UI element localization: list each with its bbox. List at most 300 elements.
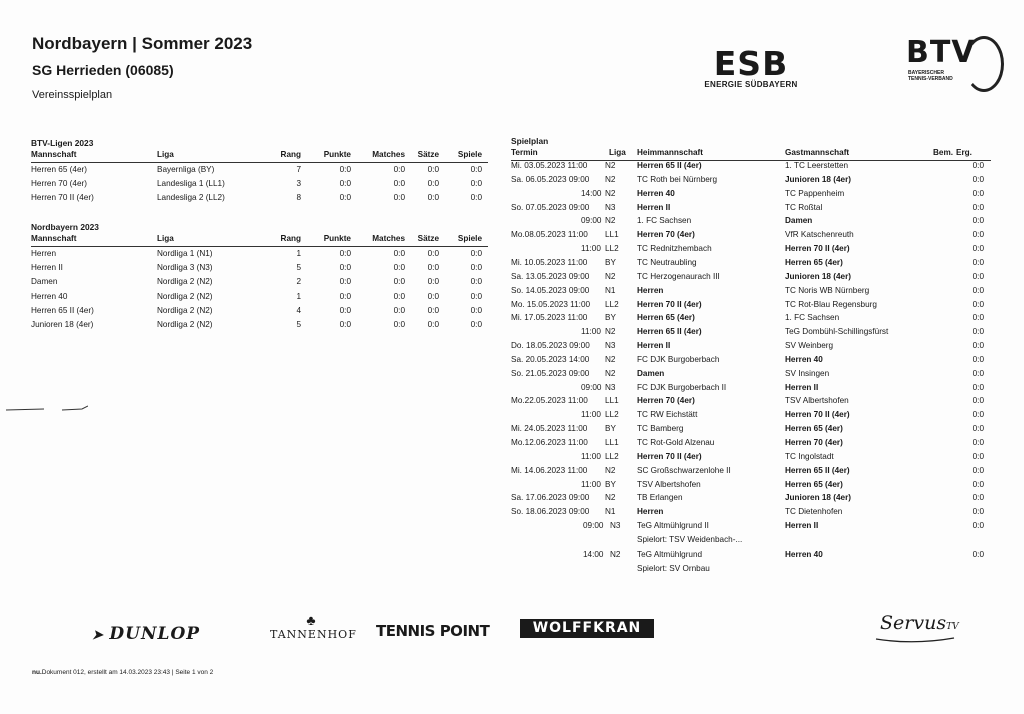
cell-guest: TeG Dombühl-Schillingsfürst xyxy=(785,327,889,337)
cell-guest: TC Pappenheim xyxy=(785,188,845,198)
cell-points: 0:0 xyxy=(339,165,351,174)
cell-result: 0:0 xyxy=(972,271,984,281)
cell-league: Bayernliga (BY) xyxy=(157,165,215,174)
pen-mark-icon xyxy=(4,404,88,416)
cell-result: 0:0 xyxy=(972,188,984,198)
cell-league: BY xyxy=(605,257,616,267)
schedule-row xyxy=(511,272,991,284)
cell-result: 0:0 xyxy=(972,285,984,295)
cell-rank: 7 xyxy=(296,165,301,174)
cell-guest: Herren 65 (4er) xyxy=(785,479,843,489)
schedule-row xyxy=(511,189,991,201)
cell-league: BY xyxy=(605,424,616,434)
cell-guest: VfR Katschenreuth xyxy=(785,230,854,240)
cell-date: 14:00 xyxy=(583,550,604,560)
cell-date: So. 14.05.2023 09:00 xyxy=(511,285,590,295)
cell-result: 0:0 xyxy=(972,216,984,226)
btv-logo-subtext-2: TENNIS-VERBAND xyxy=(908,76,953,82)
schedule-row xyxy=(511,452,991,464)
cell-matches: 0:0 xyxy=(393,249,405,258)
cell-league: LL2 xyxy=(605,244,619,254)
schedule-row xyxy=(511,258,991,270)
cell-guest: TC Dietenhofen xyxy=(785,507,843,517)
cell-matches: 0:0 xyxy=(393,320,405,329)
cell-sets: 0:0 xyxy=(427,305,439,315)
column-header-games: Spiele xyxy=(457,150,482,159)
cell-sets: 0:0 xyxy=(427,320,439,329)
cell-result: 0:0 xyxy=(972,313,984,323)
cell-date: 11:00 xyxy=(581,410,601,420)
dunlop-logo-text: DUNLOP xyxy=(109,624,201,644)
cell-result: 0:0 xyxy=(972,244,984,254)
tannenhof-logo-text: TANNENHOF xyxy=(270,628,357,641)
cell-home: Herren xyxy=(637,507,664,517)
column-header-league: Liga xyxy=(609,148,626,157)
cell-guest: Herren 65 II (4er) xyxy=(785,465,850,475)
column-header-points: Punkte xyxy=(323,150,351,159)
cell-result: 0:0 xyxy=(972,479,984,489)
cell-league: BY xyxy=(605,479,616,489)
column-header-guest: Gastmannschaft xyxy=(785,148,850,157)
cell-team: Herren 40 xyxy=(31,291,68,301)
league-tables xyxy=(31,138,491,338)
page-title: Nordbayern | Sommer 2023 xyxy=(32,34,253,53)
cell-games: 0:0 xyxy=(470,249,482,258)
cell-guest: Herren 70 II (4er) xyxy=(785,244,850,254)
cell-league: N2 xyxy=(605,174,616,184)
cell-home: TC Neutraubling xyxy=(637,257,697,267)
cell-guest: Herren 70 (4er) xyxy=(785,438,843,447)
cell-sets: 0:0 xyxy=(427,277,439,287)
cell-home: 1. FC Sachsen xyxy=(637,216,692,226)
cell-league: LL2 xyxy=(605,451,619,461)
cell-result: 0:0 xyxy=(972,410,984,420)
cell-result: 0:0 xyxy=(972,438,984,447)
cell-league: LL2 xyxy=(605,410,619,420)
cell-date: Mo.12.06.2023 11:00 xyxy=(511,438,588,447)
cell-league: Nordliga 1 (N1) xyxy=(157,249,213,258)
cell-rank: 4 xyxy=(296,305,301,315)
column-header-team: Mannschaft xyxy=(31,150,77,159)
btv-logo-subtext-1: BAYERISCHER xyxy=(908,70,944,76)
cell-rank: 5 xyxy=(296,320,301,329)
table-header-nordbayern xyxy=(31,234,488,247)
cell-games: 0:0 xyxy=(470,263,482,273)
cell-games: 0:0 xyxy=(470,179,482,189)
cell-date: 09:00 xyxy=(583,521,604,531)
schedule-row xyxy=(511,327,991,339)
cell-home: TC Rot-Gold Alzenau xyxy=(637,438,715,447)
cell-home: TC Bamberg xyxy=(637,424,684,434)
cell-league: LL1 xyxy=(605,230,619,240)
cell-team: Herren 65 (4er) xyxy=(31,165,87,174)
table-row xyxy=(31,277,488,289)
schedule-title: Spielplan xyxy=(511,136,549,146)
cell-team: Damen xyxy=(31,277,58,287)
column-header-team: Mannschaft xyxy=(31,234,77,243)
schedule-row xyxy=(511,396,991,408)
schedule-row xyxy=(511,493,991,505)
cell-result: 0:0 xyxy=(972,550,984,560)
cell-date: 11:00 xyxy=(581,244,601,254)
schedule-row xyxy=(511,313,991,325)
cell-date: Mo.22.05.2023 11:00 xyxy=(511,396,588,406)
footer-prefix: nu. xyxy=(32,669,42,676)
tannenhof-logo xyxy=(270,612,357,641)
cell-games: 0:0 xyxy=(470,277,482,287)
wolffkran-logo: WOLFFKRAN xyxy=(520,619,654,638)
schedule-row xyxy=(511,369,991,381)
cell-home: Herren 70 II (4er) xyxy=(637,451,702,461)
table-row xyxy=(31,263,488,275)
servustv-logo xyxy=(880,612,959,634)
table-row xyxy=(31,249,488,261)
cell-sets: 0:0 xyxy=(427,193,439,203)
cell-league: LL2 xyxy=(605,299,619,309)
cell-matches: 0:0 xyxy=(393,263,405,273)
schedule-row xyxy=(511,383,991,395)
cell-guest: Junioren 18 (4er) xyxy=(785,271,851,281)
schedule-row xyxy=(511,521,991,533)
cell-venue-note: Spielort: SV Ornbau xyxy=(637,564,710,574)
cell-matches: 0:0 xyxy=(393,277,405,287)
cell-league: N2 xyxy=(605,271,616,281)
column-header-rank: Rang xyxy=(280,150,301,159)
column-header-league: Liga xyxy=(157,234,174,243)
cell-games: 0:0 xyxy=(470,320,482,329)
cell-home: Herren 65 II (4er) xyxy=(637,327,702,337)
cell-date: Mi. 24.05.2023 11:00 xyxy=(511,424,588,434)
cell-home: Herren 70 II (4er) xyxy=(637,299,702,309)
cell-matches: 0:0 xyxy=(393,291,405,301)
cell-result: 0:0 xyxy=(972,161,984,170)
cell-home: TSV Albertshofen xyxy=(637,479,701,489)
cell-league: N3 xyxy=(610,521,621,531)
cell-team: Herren 70 (4er) xyxy=(31,179,87,189)
cell-home: TC RW Eichstätt xyxy=(637,410,698,420)
column-header-rank: Rang xyxy=(280,234,301,243)
schedule-row xyxy=(511,216,991,228)
cell-league: N3 xyxy=(605,382,616,392)
cell-guest: Herren II xyxy=(785,382,819,392)
column-header-result: Erg. xyxy=(956,148,972,157)
cell-sets: 0:0 xyxy=(427,165,439,174)
cell-league: Landesliga 1 (LL1) xyxy=(157,179,225,189)
cell-league: N2 xyxy=(605,327,616,337)
cell-guest: TC Ingolstadt xyxy=(785,451,834,461)
cell-guest: TC Rot-Blau Regensburg xyxy=(785,299,877,309)
cell-rank: 5 xyxy=(296,263,301,273)
schedule-row xyxy=(511,286,991,298)
schedule-row xyxy=(511,410,991,422)
cell-league: N2 xyxy=(605,465,616,475)
column-header-league: Liga xyxy=(157,150,174,159)
cell-guest: Herren II xyxy=(785,521,819,531)
cell-date: 14:00 xyxy=(581,188,602,198)
tennispoint-logo: TENNIS POINT xyxy=(376,622,490,640)
cell-date: So. 21.05.2023 09:00 xyxy=(511,368,590,378)
schedule-row xyxy=(511,480,991,492)
cell-home: Herren 65 II (4er) xyxy=(637,161,702,170)
schedule-row xyxy=(511,424,991,436)
cell-date: So. 07.05.2023 09:00 xyxy=(511,202,590,212)
servus-swoosh-icon xyxy=(874,635,956,645)
cell-date: 09:00 xyxy=(581,382,602,392)
cell-league: Nordliga 2 (N2) xyxy=(157,320,213,329)
table-title-nordbayern: Nordbayern 2023 xyxy=(31,222,99,232)
cell-home: Herren 40 xyxy=(637,188,675,198)
schedule-row xyxy=(511,175,991,187)
cell-result: 0:0 xyxy=(972,465,984,475)
cell-date: Sa. 06.05.2023 09:00 xyxy=(511,174,590,184)
cell-home: TC Roth bei Nürnberg xyxy=(637,174,718,184)
cell-league: N2 xyxy=(610,550,621,560)
cell-league: N3 xyxy=(605,202,616,212)
schedule-row-note xyxy=(511,535,991,547)
cell-date: 09:00 xyxy=(581,216,602,226)
cell-league: N2 xyxy=(605,188,616,198)
cell-date: Sa. 20.05.2023 14:00 xyxy=(511,354,590,364)
table-row xyxy=(31,292,488,304)
cell-rank: 1 xyxy=(296,291,301,301)
cell-team: Herren xyxy=(31,249,57,258)
table-row xyxy=(31,193,488,205)
cell-home: TeG Altmühlgrund xyxy=(637,550,703,560)
cell-league: Nordliga 2 (N2) xyxy=(157,291,213,301)
cell-home: TC Rednitzhembach xyxy=(637,244,712,254)
cell-guest: Junioren 18 (4er) xyxy=(785,493,851,503)
cell-home: TC Herzogenaurach III xyxy=(637,271,720,281)
dunlop-arrow-icon: ➤ xyxy=(92,628,110,643)
cell-home: Herren 70 (4er) xyxy=(637,230,695,240)
cell-result: 0:0 xyxy=(972,354,984,364)
column-header-sets: Sätze xyxy=(417,150,439,159)
schedule-row xyxy=(511,203,991,215)
footer-text: Dokument 012, erstellt am 14.03.2023 23:43 | Seite 1 von 2 xyxy=(41,669,214,676)
cell-guest: 1. TC Leerstetten xyxy=(785,161,849,170)
cell-guest: Herren 40 xyxy=(785,550,823,560)
schedule-row xyxy=(511,466,991,478)
cell-result: 0:0 xyxy=(972,341,984,351)
cell-home: Herren II xyxy=(637,202,671,212)
cell-date: 11:00 xyxy=(581,479,601,489)
cell-rank: 2 xyxy=(296,277,301,287)
cell-league: LL1 xyxy=(605,396,619,406)
column-header-matches: Matches xyxy=(372,150,405,159)
cell-date: 11:00 xyxy=(581,451,601,461)
table-row xyxy=(31,165,488,177)
schedule-row xyxy=(511,355,991,367)
cell-league: Nordliga 2 (N2) xyxy=(157,277,213,287)
column-header-home: Heimmannschaft xyxy=(637,148,703,157)
dunlop-logo xyxy=(92,624,200,644)
cell-guest: Junioren 18 (4er) xyxy=(785,174,851,184)
column-header-sets: Sätze xyxy=(417,234,439,243)
schedule-table xyxy=(511,136,991,586)
cell-points: 0:0 xyxy=(339,263,351,273)
cell-home: TB Erlangen xyxy=(637,493,683,503)
table-row xyxy=(31,320,488,332)
cell-games: 0:0 xyxy=(470,291,482,301)
cell-result: 0:0 xyxy=(972,174,984,184)
club-name: SG Herrieden (06085) xyxy=(32,62,174,78)
cell-league: LL1 xyxy=(605,438,619,447)
cell-date: Mi. 14.06.2023 11:00 xyxy=(511,465,588,475)
cell-result: 0:0 xyxy=(972,521,984,531)
btv-ring-icon xyxy=(964,36,1004,92)
cell-date: So. 18.06.2023 09:00 xyxy=(511,507,590,517)
cell-matches: 0:0 xyxy=(393,305,405,315)
schedule-row xyxy=(511,300,991,312)
cell-result: 0:0 xyxy=(972,202,984,212)
document-footer xyxy=(32,669,213,676)
table-row xyxy=(31,179,488,191)
column-header-points: Punkte xyxy=(323,234,351,243)
cell-date: Mo.08.05.2023 11:00 xyxy=(511,230,588,240)
cell-home: Herren 65 (4er) xyxy=(637,313,695,323)
cell-date: Mo. 15.05.2023 11:00 xyxy=(511,299,591,309)
cell-guest: Herren 70 II (4er) xyxy=(785,410,850,420)
cell-points: 0:0 xyxy=(339,277,351,287)
cell-date: Mi. 03.05.2023 11:00 xyxy=(511,161,588,170)
btv-logo-text: BTV xyxy=(906,35,976,70)
cell-points: 0:0 xyxy=(339,305,351,315)
cell-league: N2 xyxy=(605,354,616,364)
cell-league: BY xyxy=(605,313,616,323)
cell-league: Nordliga 2 (N2) xyxy=(157,305,213,315)
esb-logo-text: ESB xyxy=(713,44,789,83)
cell-points: 0:0 xyxy=(339,320,351,329)
cell-result: 0:0 xyxy=(972,327,984,337)
cell-guest: 1. FC Sachsen xyxy=(785,313,840,323)
cell-result: 0:0 xyxy=(972,507,984,517)
cell-result: 0:0 xyxy=(972,299,984,309)
schedule-header xyxy=(511,148,991,161)
cell-guest: Herren 65 (4er) xyxy=(785,257,843,267)
schedule-row xyxy=(511,244,991,256)
cell-venue-note: Spielort: TSV Weidenbach-... xyxy=(637,534,743,544)
cell-games: 0:0 xyxy=(470,305,482,315)
cell-sets: 0:0 xyxy=(427,291,439,301)
cell-date: Mi. 17.05.2023 11:00 xyxy=(511,313,588,323)
schedule-row xyxy=(511,230,991,242)
cell-date: 11:00 xyxy=(581,327,601,337)
cell-home: TeG Altmühlgrund II xyxy=(637,521,709,531)
schedule-row xyxy=(511,438,991,450)
cell-sets: 0:0 xyxy=(427,263,439,273)
cell-home: Herren xyxy=(637,285,664,295)
esb-logo-subtext: ENERGIE SÜDBAYERN xyxy=(704,80,798,89)
cell-date: Sa. 13.05.2023 09:00 xyxy=(511,271,590,281)
cell-guest: TC Roßtal xyxy=(785,202,823,212)
cell-league: N2 xyxy=(605,161,616,170)
column-header-date: Termin xyxy=(511,148,538,157)
cell-team: Herren 70 II (4er) xyxy=(31,193,94,203)
cell-sets: 0:0 xyxy=(427,249,439,258)
cell-home: SC Großschwarzenlohe II xyxy=(637,465,731,475)
schedule-row-note xyxy=(511,564,991,576)
cell-guest: SV Insingen xyxy=(785,368,830,378)
cell-league: N2 xyxy=(605,368,616,378)
cell-team: Herren 65 II (4er) xyxy=(31,305,94,315)
cell-rank: 8 xyxy=(296,193,301,203)
cell-team: Herren II xyxy=(31,263,63,273)
cell-league: Nordliga 3 (N3) xyxy=(157,263,213,273)
cell-home: Damen xyxy=(637,368,665,378)
cell-games: 0:0 xyxy=(470,165,482,174)
cell-guest: Herren 65 (4er) xyxy=(785,424,843,434)
column-header-games: Spiele xyxy=(457,234,482,243)
cell-sets: 0:0 xyxy=(427,179,439,189)
servus-tv-text: TV xyxy=(946,622,959,632)
column-header-note: Bem. xyxy=(933,148,954,157)
schedule-row xyxy=(511,550,991,562)
cell-matches: 0:0 xyxy=(393,179,405,189)
cell-league: N3 xyxy=(605,341,616,351)
sponsor-bar xyxy=(0,612,1024,652)
table-row xyxy=(31,306,488,318)
cell-home: FC DJK Burgoberbach II xyxy=(637,382,727,392)
cell-matches: 0:0 xyxy=(393,165,405,174)
cell-league: N1 xyxy=(605,507,616,517)
cell-guest: TSV Albertshofen xyxy=(785,396,849,406)
cell-league: N2 xyxy=(605,216,616,226)
cell-matches: 0:0 xyxy=(393,193,405,203)
cell-date: Mi. 10.05.2023 11:00 xyxy=(511,257,588,267)
servus-logo-text: Servus xyxy=(880,612,947,634)
cell-result: 0:0 xyxy=(972,451,984,461)
cell-result: 0:0 xyxy=(972,230,984,240)
cell-points: 0:0 xyxy=(339,179,351,189)
btv-logo xyxy=(906,36,1006,82)
cell-league: Landesliga 2 (LL2) xyxy=(157,193,225,203)
cell-date: Sa. 17.06.2023 09:00 xyxy=(511,493,590,503)
table-header-btv xyxy=(31,150,488,163)
cell-rank: 3 xyxy=(296,179,301,189)
table-title-btv: BTV-Ligen 2023 xyxy=(31,138,94,148)
cell-result: 0:0 xyxy=(972,257,984,267)
schedule-row xyxy=(511,341,991,353)
cell-home: Herren 70 (4er) xyxy=(637,396,695,406)
cell-guest: Damen xyxy=(785,216,813,226)
cell-date: Do. 18.05.2023 09:00 xyxy=(511,341,590,351)
column-header-matches: Matches xyxy=(372,234,405,243)
cell-rank: 1 xyxy=(296,249,301,258)
cell-league: N1 xyxy=(605,285,616,295)
cell-result: 0:0 xyxy=(972,368,984,378)
schedule-row xyxy=(511,507,991,519)
cell-home: Herren II xyxy=(637,341,671,351)
cell-team: Junioren 18 (4er) xyxy=(31,320,94,329)
cell-result: 0:0 xyxy=(972,493,984,503)
cell-guest: TC Noris WB Nürnberg xyxy=(785,285,870,295)
cell-guest: SV Weinberg xyxy=(785,341,834,351)
cell-points: 0:0 xyxy=(339,291,351,301)
page-subtitle: Vereinsspielplan xyxy=(32,89,113,101)
cell-points: 0:0 xyxy=(339,193,351,203)
cell-guest: Herren 40 xyxy=(785,354,823,364)
cell-league: N2 xyxy=(605,493,616,503)
cell-result: 0:0 xyxy=(972,382,984,392)
cell-result: 0:0 xyxy=(972,396,984,406)
cell-result: 0:0 xyxy=(972,424,984,434)
esb-logo xyxy=(698,44,804,89)
cell-games: 0:0 xyxy=(470,193,482,203)
schedule-row xyxy=(511,161,991,173)
cell-home: FC DJK Burgoberbach xyxy=(637,354,720,364)
pineapple-icon: ♣ xyxy=(306,612,316,628)
cell-points: 0:0 xyxy=(339,249,351,258)
